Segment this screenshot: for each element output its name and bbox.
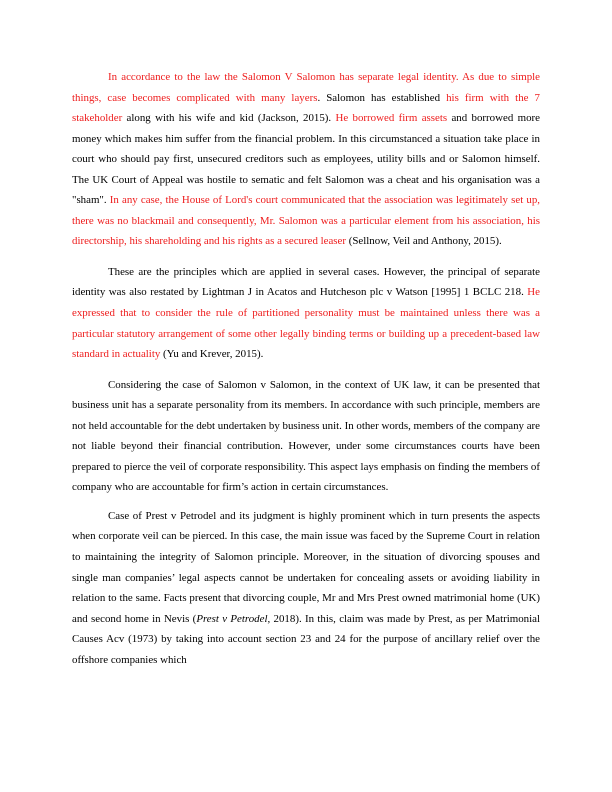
document-page: [72, 67, 540, 680]
citation-text: (Yu and Krever, 2015).: [160, 348, 264, 361]
paragraph-uk-law-context: [72, 375, 540, 498]
body-text: . Salomon has established: [317, 91, 447, 104]
paragraph-separate-identity: [72, 262, 540, 365]
paragraph-prest-v-petrodel: [72, 506, 540, 670]
body-text: These are the principles which are applied in several cases. However, the principal of separate identity was also restated by Lightman J in Acatos and Hutcheson plc v Watson [1995] 1 BCLC 218.: [72, 265, 540, 299]
paragraph-salomon-case: [72, 67, 540, 252]
citation-text: (Sellnow, Veil and Anthony, 2015).: [346, 235, 502, 248]
highlighted-text: his firm with the 7 stakeholder: [72, 91, 540, 125]
body-text: and borrowed more money which makes him suffer from the financial problem. In this circumstanced a situation take place in court who should pay first, unsecured creditors such as employees, utility bills and or Salomon himself. The UK Court of Appeal was hostile to sematic and felt Salomon was a cheat and his organisation was a "sham".: [72, 112, 540, 207]
body-text: 2018). In this, claim was made by Prest, as per Matrimonial Causes Acv (1973) by taking into account section 23 and 24 for the purpose of ancillary relief over the offshore companies which: [72, 612, 541, 666]
body-text: Considering the case of Salomon v Salomon, in the context of UK law, it can be presented that business unit has a separate personality from its members. In accordance with such principle, members are not held accountable for the debt undertaken by business unit. In other words, members of the company are not liable beyond their financial contribution. However, under some circumstances courts have been prepared to pierce the veil of corporate responsibility. This aspect lays emphasis on finding the members of company who are accountable for firm’s action in certain circumstances.: [72, 378, 540, 494]
highlighted-text: He borrowed firm assets: [335, 112, 448, 125]
case-name-italic: Prest v Petrodel,: [196, 612, 271, 625]
body-text: along with his wife and kid (Jackson, 2015).: [122, 112, 336, 125]
highlighted-text: In accordance to the law the Salomon V Salomon has separate legal identity. As due to simple things, case becomes complicated with many layers: [72, 71, 540, 104]
highlighted-text: He expressed that to consider the rule of partitioned personality must be maintained unless there was a particular statutory arrangement of some other legally binding terms or building up a precedent-based law standard in actuality: [72, 286, 540, 361]
body-text: Case of Prest v Petrodel and its judgment is highly prominent which in turn presents the aspects when corporate veil can be pierced. In this case, the main issue was faced by the Supreme Court in relation to maintaining the integrity of Salomon principle. Moreover, in the situation of divorcing spouses and single man companies’ legal aspects cannot be undertaken for concealing assets or avoiding liability in relation to the same. Facts present that divorcing couple, Mr and Mrs Prest owned matrimonial home (UK) and second home in Nevis (: [72, 509, 540, 625]
highlighted-text: In any case, the House of Lord's court communicated that the association was legitimately set up, there was no blackmail and consequently, Mr. Salomon was a particular element from his association, his directorship, his shareholding and his rights as a secured leaser: [72, 194, 541, 248]
